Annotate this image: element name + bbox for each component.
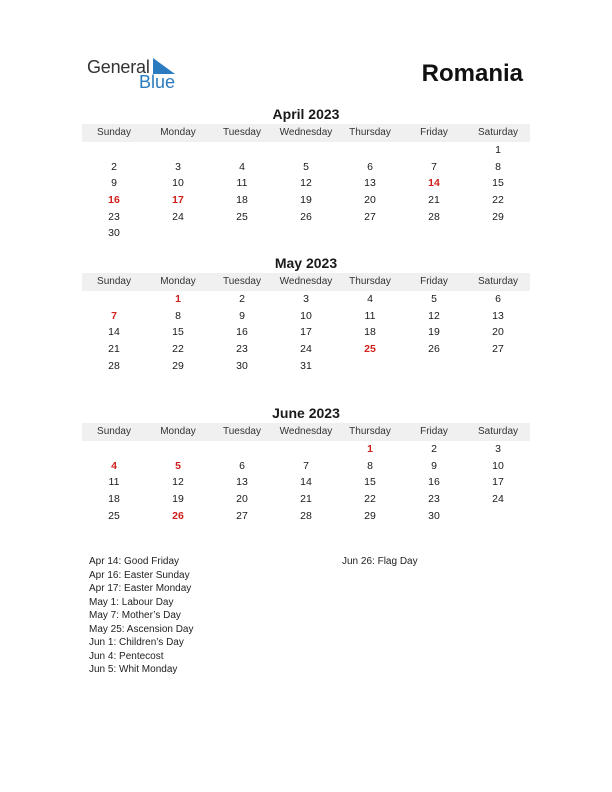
country-title: Romania bbox=[421, 60, 523, 87]
weekday-label: Tuesday bbox=[223, 127, 261, 138]
weekday-label: Wednesday bbox=[279, 426, 333, 437]
holiday-entry: Jun 26: Flag Day bbox=[342, 556, 418, 567]
week-row bbox=[82, 341, 530, 358]
weekday-label: Sunday bbox=[97, 127, 131, 138]
weekday-label: Saturday bbox=[477, 426, 519, 437]
day-cell: 3 bbox=[303, 293, 309, 305]
week-row bbox=[82, 441, 530, 458]
empty-day-cell bbox=[466, 508, 530, 525]
day-cell: 13 bbox=[492, 309, 504, 322]
month-title: April 2023 bbox=[272, 106, 340, 122]
week-row bbox=[82, 291, 530, 308]
weekday-label: Friday bbox=[420, 127, 448, 138]
empty-day-cell bbox=[210, 441, 274, 458]
day-cell: 14 bbox=[300, 476, 312, 489]
week-row bbox=[82, 508, 530, 525]
empty-day-cell bbox=[82, 441, 146, 458]
empty-day-cell bbox=[210, 142, 274, 159]
day-cell: 1 bbox=[495, 144, 501, 156]
weekday-header bbox=[82, 423, 530, 441]
day-cell: 11 bbox=[364, 309, 376, 322]
day-cell: 27 bbox=[492, 343, 504, 356]
day-cell: 31 bbox=[300, 359, 312, 372]
day-cell: 12 bbox=[172, 476, 184, 489]
day-cell: 5 bbox=[303, 160, 309, 173]
day-cell: 29 bbox=[492, 210, 504, 223]
month-april bbox=[82, 106, 530, 242]
day-cell: 29 bbox=[172, 359, 184, 372]
month-grid bbox=[82, 142, 530, 242]
weekday-header bbox=[82, 124, 530, 142]
logo-word-blue: Blue bbox=[139, 72, 176, 92]
holiday-entry: Apr 17: Easter Monday bbox=[89, 583, 192, 594]
day-cell: 19 bbox=[300, 194, 312, 207]
holiday-entry: Apr 16: Easter Sunday bbox=[89, 569, 190, 581]
day-cell: 14 bbox=[108, 326, 120, 339]
day-cell: 8 bbox=[495, 160, 501, 173]
week-row bbox=[82, 458, 530, 475]
empty-day-cell bbox=[338, 142, 402, 159]
empty-day-cell bbox=[146, 142, 210, 159]
day-cell: 28 bbox=[428, 210, 440, 223]
day-cell: 19 bbox=[428, 326, 440, 339]
day-cell: 17 bbox=[300, 326, 312, 339]
month-june bbox=[82, 405, 530, 524]
holiday-day-cell: 1 bbox=[367, 443, 373, 455]
holiday-day-cell: 16 bbox=[108, 194, 120, 207]
weekday-label: Saturday bbox=[477, 127, 519, 138]
day-cell: 12 bbox=[300, 177, 312, 190]
day-cell: 22 bbox=[172, 343, 184, 356]
holiday-entry: May 25: Ascension Day bbox=[89, 623, 194, 635]
day-cell: 21 bbox=[300, 493, 312, 506]
day-cell: 10 bbox=[492, 459, 504, 472]
week-row bbox=[82, 142, 530, 159]
empty-day-cell bbox=[402, 142, 466, 159]
day-cell: 28 bbox=[300, 509, 312, 522]
day-cell: 30 bbox=[236, 359, 248, 372]
holiday-day-cell: 4 bbox=[111, 459, 117, 472]
empty-day-cell bbox=[82, 142, 146, 159]
weekday-label: Thursday bbox=[349, 426, 391, 437]
day-cell: 9 bbox=[431, 459, 437, 472]
day-cell: 7 bbox=[431, 160, 437, 173]
day-cell: 8 bbox=[175, 309, 181, 322]
day-cell: 26 bbox=[300, 210, 312, 223]
empty-day-cell bbox=[466, 225, 530, 242]
month-may bbox=[82, 255, 530, 374]
day-cell: 15 bbox=[172, 326, 184, 339]
holiday-day-cell: 5 bbox=[175, 459, 181, 472]
day-cell: 5 bbox=[431, 293, 437, 305]
holiday-entry: Apr 14: Good Friday bbox=[89, 556, 180, 567]
day-cell: 20 bbox=[236, 493, 248, 506]
holiday-list-col1 bbox=[89, 555, 194, 677]
day-cell: 24 bbox=[492, 493, 504, 506]
holiday-day-cell: 14 bbox=[428, 177, 440, 190]
holiday-day-cell: 7 bbox=[111, 309, 117, 322]
day-cell: 20 bbox=[364, 194, 376, 207]
day-cell: 16 bbox=[428, 476, 440, 489]
month-grid bbox=[82, 291, 530, 374]
holiday-entry: Jun 4: Pentecost bbox=[89, 650, 164, 662]
weekday-label: Thursday bbox=[349, 276, 391, 287]
day-cell: 3 bbox=[175, 160, 181, 173]
month-grid bbox=[82, 441, 530, 524]
empty-day-cell bbox=[274, 441, 338, 458]
day-cell: 29 bbox=[364, 509, 376, 522]
day-cell: 22 bbox=[492, 194, 504, 207]
day-cell: 2 bbox=[239, 293, 245, 305]
weekday-label: Sunday bbox=[97, 426, 131, 437]
holiday-day-cell: 25 bbox=[364, 343, 376, 356]
holiday-entry: Jun 1: Children’s Day bbox=[89, 637, 184, 648]
day-cell: 11 bbox=[236, 177, 248, 190]
day-cell: 9 bbox=[239, 309, 245, 322]
weekday-label: Wednesday bbox=[279, 276, 333, 287]
day-cell: 26 bbox=[428, 343, 440, 356]
holiday-entry: May 7: Mother’s Day bbox=[89, 610, 181, 621]
day-cell: 23 bbox=[236, 343, 248, 356]
day-cell: 23 bbox=[428, 493, 440, 506]
day-cell: 4 bbox=[367, 293, 373, 305]
day-cell: 30 bbox=[428, 509, 440, 522]
day-cell: 7 bbox=[303, 459, 309, 472]
week-row bbox=[82, 324, 530, 341]
generalblue-logo bbox=[87, 56, 187, 92]
week-row bbox=[82, 159, 530, 176]
weekday-label: Monday bbox=[160, 426, 196, 437]
week-row bbox=[82, 474, 530, 491]
day-cell: 23 bbox=[108, 210, 120, 223]
day-cell: 15 bbox=[364, 476, 376, 489]
empty-day-cell bbox=[146, 441, 210, 458]
day-cell: 25 bbox=[236, 210, 248, 223]
week-row bbox=[82, 225, 530, 242]
day-cell: 3 bbox=[495, 443, 501, 455]
empty-day-cell bbox=[274, 142, 338, 159]
empty-day-cell bbox=[210, 225, 274, 242]
day-cell: 18 bbox=[236, 194, 248, 207]
day-cell: 30 bbox=[108, 227, 120, 240]
weekday-label: Monday bbox=[160, 276, 196, 287]
empty-day-cell bbox=[338, 225, 402, 242]
day-cell: 16 bbox=[236, 326, 248, 339]
logo-word-general: General bbox=[87, 57, 150, 77]
weekday-label: Tuesday bbox=[223, 276, 261, 287]
empty-day-cell bbox=[146, 225, 210, 242]
holiday-list-col2 bbox=[342, 555, 418, 569]
weekday-label: Friday bbox=[420, 426, 448, 437]
day-cell: 10 bbox=[300, 309, 312, 322]
day-cell: 6 bbox=[239, 459, 245, 472]
week-row bbox=[82, 209, 530, 226]
day-cell: 28 bbox=[108, 359, 120, 372]
day-cell: 13 bbox=[364, 177, 376, 190]
holiday-day-cell: 17 bbox=[172, 194, 184, 207]
day-cell: 20 bbox=[492, 326, 504, 339]
weekday-label: Monday bbox=[160, 127, 196, 138]
empty-day-cell bbox=[82, 291, 146, 308]
day-cell: 11 bbox=[108, 476, 120, 489]
day-cell: 24 bbox=[172, 210, 184, 223]
day-cell: 17 bbox=[492, 476, 504, 489]
empty-day-cell bbox=[402, 358, 466, 375]
empty-day-cell bbox=[466, 358, 530, 375]
empty-day-cell bbox=[338, 358, 402, 375]
day-cell: 15 bbox=[492, 177, 504, 190]
weekday-label: Sunday bbox=[97, 276, 131, 287]
day-cell: 2 bbox=[111, 160, 117, 173]
day-cell: 4 bbox=[239, 160, 245, 173]
day-cell: 18 bbox=[108, 493, 120, 506]
day-cell: 24 bbox=[300, 343, 312, 356]
week-row bbox=[82, 358, 530, 375]
day-cell: 27 bbox=[236, 509, 248, 522]
day-cell: 21 bbox=[428, 194, 440, 207]
day-cell: 8 bbox=[367, 459, 373, 472]
day-cell: 6 bbox=[495, 293, 501, 305]
day-cell: 13 bbox=[236, 476, 248, 489]
day-cell: 12 bbox=[428, 309, 440, 322]
week-row bbox=[82, 175, 530, 192]
day-cell: 10 bbox=[172, 177, 184, 190]
day-cell: 27 bbox=[364, 210, 376, 223]
day-cell: 19 bbox=[172, 493, 184, 506]
week-row bbox=[82, 491, 530, 508]
weekday-label: Friday bbox=[420, 276, 448, 287]
month-title: May 2023 bbox=[274, 255, 338, 271]
empty-day-cell bbox=[402, 225, 466, 242]
holiday-day-cell: 1 bbox=[175, 293, 181, 305]
holiday-entry: Jun 5: Whit Monday bbox=[89, 664, 178, 675]
day-cell: 2 bbox=[431, 443, 437, 455]
weekday-label: Thursday bbox=[349, 127, 391, 138]
day-cell: 22 bbox=[364, 493, 376, 506]
holiday-day-cell: 26 bbox=[172, 509, 184, 522]
weekday-label: Tuesday bbox=[223, 426, 261, 437]
day-cell: 18 bbox=[364, 326, 376, 339]
weekday-label: Wednesday bbox=[279, 127, 333, 138]
week-row bbox=[82, 192, 530, 209]
day-cell: 6 bbox=[367, 160, 373, 173]
week-row bbox=[82, 308, 530, 325]
day-cell: 21 bbox=[108, 343, 120, 356]
day-cell: 25 bbox=[108, 509, 120, 522]
day-cell: 9 bbox=[111, 177, 117, 190]
holiday-entry: May 1: Labour Day bbox=[89, 596, 174, 608]
month-title: June 2023 bbox=[272, 405, 340, 421]
weekday-header bbox=[82, 273, 530, 291]
empty-day-cell bbox=[274, 225, 338, 242]
weekday-label: Saturday bbox=[477, 276, 519, 287]
